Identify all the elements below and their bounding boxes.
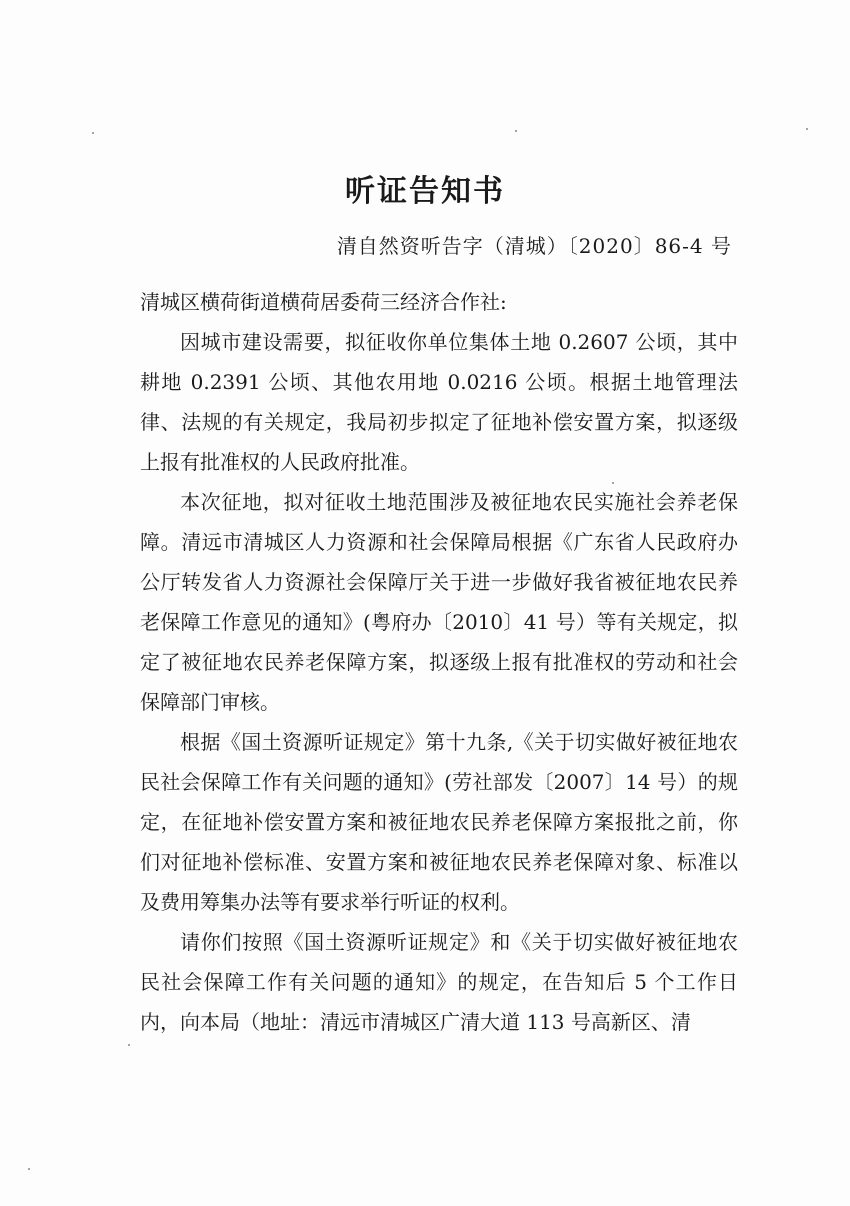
paragraph-2: 本次征地，拟对征收土地范围涉及被征地农民实施社会养老保障。清远市清城区人力资源和社会保障局根据《广东省人民政府办公厅转发省人力资源社会保障厅关于进一步做好我省被征地农民养老保障工作意见的通知》(粤府办〔2010〕41 号）等有关规定，拟定了被征地农民养老保障方案，拟逐级上报有批准权的劳动和社会保障部门审核。 (140, 490, 738, 714)
scan-speck (28, 1168, 30, 1170)
document-body (140, 282, 738, 1042)
addressee: 清城区横荷街道横荷居委荷三经济合作社: (140, 290, 507, 314)
scan-speck (128, 1044, 130, 1046)
paragraph-3: 根据《国土资源听证规定》第十九条,《关于切实做好被征地农民社会保障工作有关问题的通知》(劳社部发〔2007〕14 号）的规定，在征地补偿安置方案和被征地农民养老保障方案报批之前，你们对征地补偿标准、安置方案和被征地农民养老保障对象、标准以及费用筹集办法等有要求举行听证的权利。 (140, 730, 738, 914)
document-number: 清自然资听告字（清城）〔2020〕86-4 号 (336, 234, 732, 258)
scan-speck (92, 132, 94, 134)
scan-speck (806, 128, 808, 130)
document-title: 听证告知书 (345, 174, 505, 209)
scan-speck (515, 130, 517, 132)
paragraph-4: 请你们按照《国土资源听证规定》和《关于切实做好被征地农民社会保障工作有关问题的通知》的规定，在告知后 5 个工作日内，向本局（地址：清远市清城区广清大道 113 号高新区、清 (140, 930, 738, 1034)
paragraph-1: 因城市建设需要，拟征收你单位集体土地 0.2607 公顷，其中耕地 0.2391 公顷、其他农用地 0.0216 公顷。根据土地管理法律、法规的有关规定，我局初步拟定了征地补偿安置方案，拟逐级上报有批准权的人民政府批准。 (140, 330, 738, 474)
